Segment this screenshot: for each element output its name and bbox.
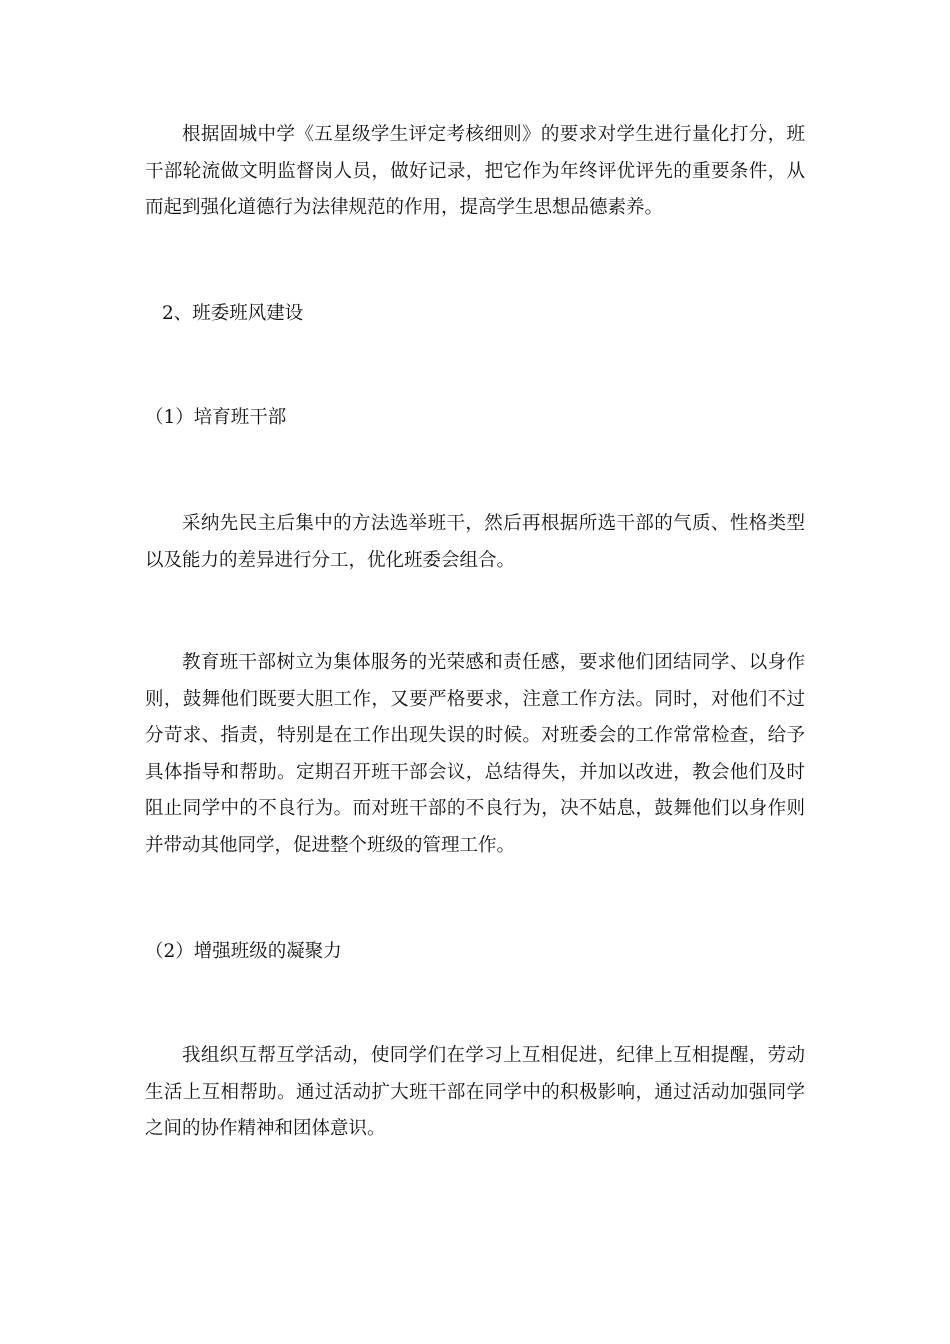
section-heading-class-committee: 2、班委班风建设 — [162, 303, 304, 324]
paragraph-cadre-education: 教育班干部树立为集体服务的光荣感和责任感，要求他们团结同学、以身作则，鼓舞他们既要大胆工作，又要严格要求，注意工作方法。同时，对他们不过分苛求、指责，特别是在工作出现失误的时候。对班委会的工作常常检查，给予具体指导和帮助。定期召开班干部会议，总结得失，并加以改进，教会他们及时阻止同学中的不良行为。而对班干部的不良行为，决不姑息，鼓舞他们以身作则并带动其他同学，促进整个班级的管理工作。 — [145, 652, 805, 856]
paragraph-mutual-help: 我组织互帮互学活动，使同学们在学习上互相促进，纪律上互相提醒，劳动生活上互相帮助。通过活动扩大班干部在同学中的积极影响，通过活动加强同学之间的协作精神和团体意识。 — [145, 1045, 805, 1139]
subheading-class-cohesion: （2）增强班级的凝聚力 — [145, 941, 342, 962]
paragraph-election-method: 采纳先民主后集中的方法选举班干，然后再根据所选干部的气质、性格类型以及能力的差异进行分工，优化班委会组合。 — [145, 513, 805, 571]
subheading-train-cadres: （1）培育班干部 — [145, 407, 287, 428]
paragraph-quantified-scoring: 根据固城中学《五星级学生评定考核细则》的要求对学生进行量化打分，班干部轮流做文明监督岗人员，做好记录，把它作为年终评优评先的重要条件，从而起到强化道德行为法律规范的作用，提高学生思想品德素养。 — [145, 124, 805, 218]
